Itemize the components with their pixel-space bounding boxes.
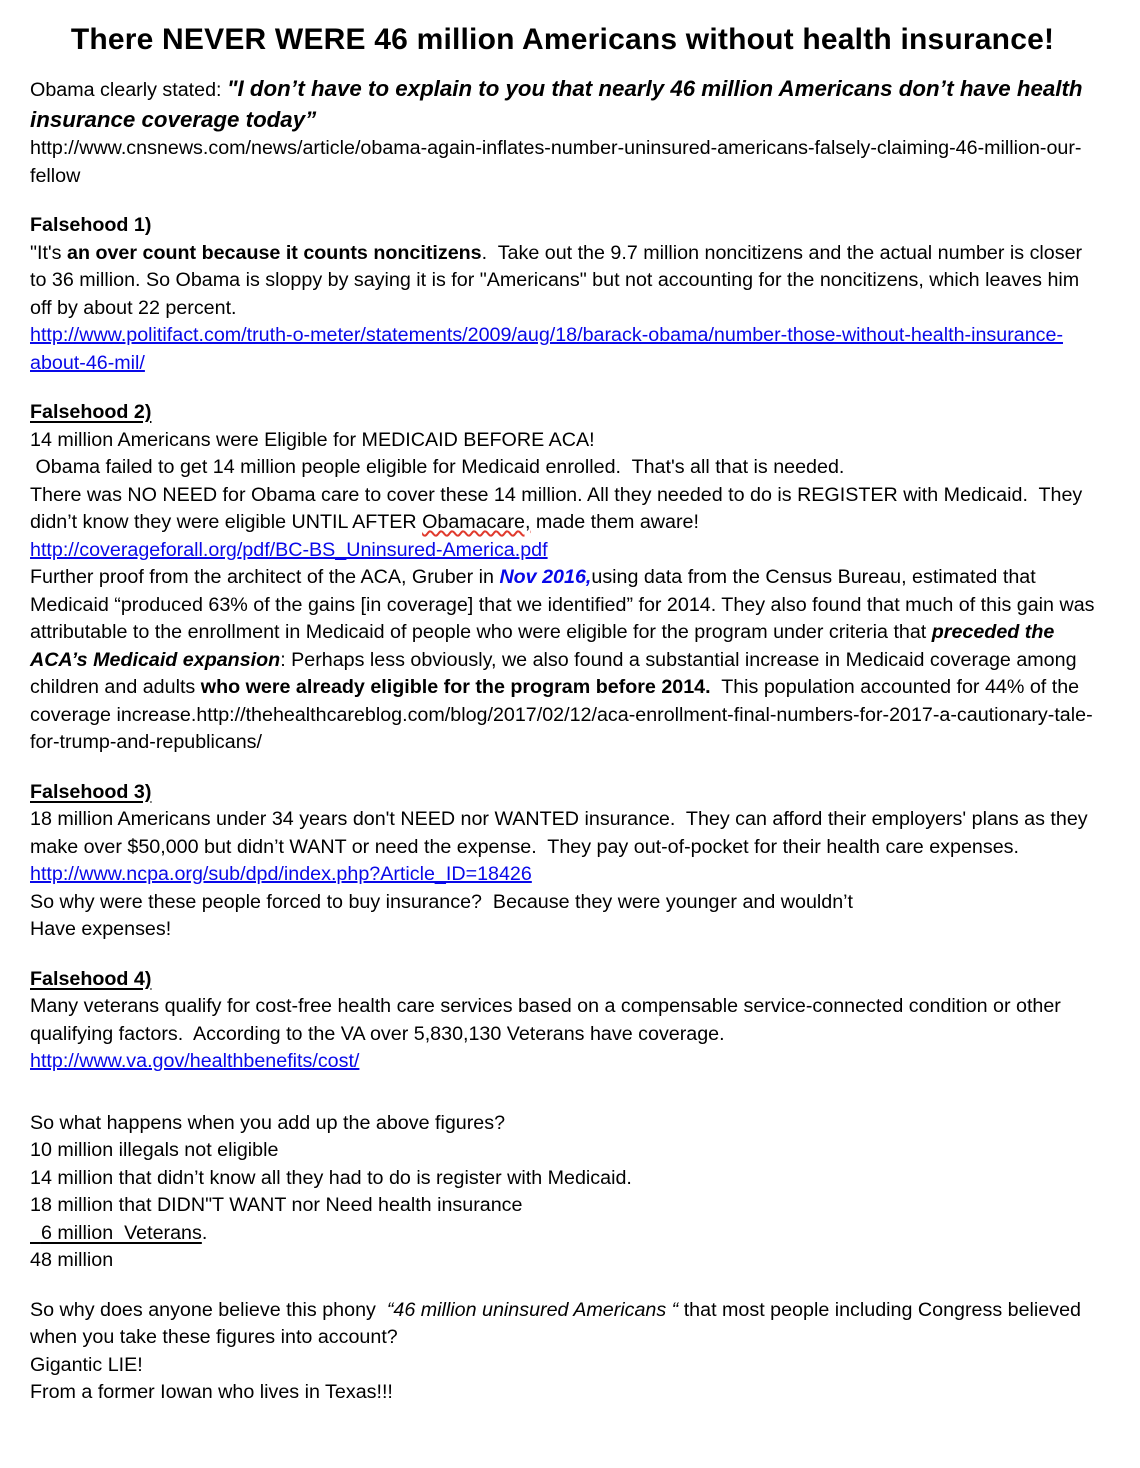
text-run: 14 million that didn’t know all they had to do is register with Medicaid. [30,1166,632,1189]
text-run: 18 million Americans under 34 years don't NEED nor WANTED insurance. They can afford their employers' plans as they make over $50,000 but didn’t WANT or need the expense. They pay out-of-pocket for their health care expenses. [30,808,1094,858]
text-run: From a former Iowan who lives in Texas!!! [30,1381,393,1403]
coverageforall-link-line [30,537,1095,565]
text-run: 10 million illegals not eligible [30,1139,279,1161]
text-run: preceded the ACA’s Medicaid expansion [30,621,1060,671]
sum-total: 48 million [30,1249,114,1271]
addition-summary [30,1110,1095,1275]
text-run: So why were these people forced to buy insurance? Because they were younger and wouldn’t [30,890,854,913]
spacer [30,757,1095,779]
falsehood-2-body [30,427,1095,537]
text-run: Further proof from the architect of the ACA, Gruber in [30,566,500,588]
spacer [30,944,1095,966]
text-run: Gigantic LIE! [30,1353,143,1376]
ncpa-link-line [30,861,1095,889]
text-run: Falsehood 4) [30,967,152,990]
falsehood-4-body [30,993,1095,1048]
text-run: Falsehood 2) [30,401,152,423]
text-run: made them aware! [530,511,699,533]
sum-total-underline: 6 million Veterans [30,1221,202,1244]
text-run: . [201,1221,208,1244]
text-run: an over count because it counts noncitizens [67,241,482,264]
va-link-line [30,1048,1095,1076]
text-run: 14 million Americans were Eligible for MEDICAID BEFORE ACA! [30,428,595,451]
text-run: Many veterans qualify for cost-free health care services based on a compensable service-connected condition or other qualifying factors. According to the VA over 5,830,130 Veterans have coverage. [30,995,1067,1045]
text-run: http://www.cnsnews.com/news/article/obama-again-inflates-number-uninsured-americans-falsely-claiming-46-million-our-fellow [30,137,1082,187]
phony-figure-quote: “46 million uninsured Americans “ [386,1298,679,1321]
nov-2016-emphasis: Nov 2016, [499,566,592,588]
text-run: This population accounted for 44% of the coverage increase.http://thehealthcareblog.com/blog/2017/02/12/aca-enrollment-final-numbers-for-2017-a-cautionary-tale-for-trump-and-republicans/ [30,676,1093,753]
falsehood-3-body [30,806,1095,861]
text-run: So what happens when you add up the above figures? [30,1111,506,1134]
ncpa-link[interactable]: http://www.ncpa.org/sub/dpd/index.php?Article_ID=18426 [30,863,532,885]
gruber-paragraph [30,564,1100,757]
falsehood-4-heading [30,966,1095,994]
text-run: So why does anyone believe this phony [30,1298,387,1321]
text-run: There was NO NEED for Obama care to cover these 14 million. All they needed to do is REGISTER with Medicaid. They didn’t know they were eligible UNTIL AFTER [30,483,1088,533]
politifact-link[interactable]: http://www.politifact.com/truth-o-meter/statements/2009/aug/18/barack-obama/number-those-without-health-insurance-about-46-mil/ [30,324,1063,374]
falsehood-1-heading [30,212,1095,240]
text-run: that most people including Congress believed when you take these figures into account? [30,1298,1087,1348]
text-run: using data from the Census Bureau, estimated that Medicaid “produced 63% of the gains [in coverage] that we identified” for 2014. They also found that much of this gain was attributable to the enrollment in Medicaid of people who were eligible for the program under criteria that [30,566,1100,643]
text-run: Falsehood 3) [30,780,152,803]
text-run: Have expenses! [30,918,172,940]
text-run: Obama clearly stated: [30,79,227,101]
text-run: . Take out the 9.7 million noncitizens and the actual number is closer to 36 million. So Obama is sloppy by saying it is for "Americans" but not accounting for the noncitizens, which leaves him off by about 22 percent. [30,241,1088,319]
text-run: : Perhaps less obviously, we also found a substantial increase in Medicaid coverage among children and adults [30,648,1083,698]
text-run: 18 million that DIDN"T WANT nor Need health insurance [30,1194,523,1216]
falsehood-2-heading [30,399,1095,427]
spacer [30,377,1095,399]
text-run: Obama failed to get 14 million people eligible for Medicaid enrolled. That's all that is needed. [30,456,845,478]
document-body [30,74,1100,1407]
text-run: "It's [30,241,68,264]
document-title: There NEVER WERE 46 million Americans without health insurance! [70,23,1055,56]
forced-to-buy-question [30,889,1095,944]
text-run: Falsehood 1) [30,214,152,236]
politifact-link-line [30,322,1095,377]
intro-statement [30,74,1095,135]
word-obamacare: Obamacare, [422,511,531,533]
spacer [30,1076,1095,1110]
obama-quote: "I don’t have to explain to you that nearly 46 million Americans don’t have health insurance coverage today” [30,76,1089,132]
falsehood-3-heading [30,779,1095,807]
falsehood-1-body [30,240,1095,323]
spacer [30,190,1095,212]
source-url-cnsnews [30,135,1095,190]
conclusion [30,1297,1095,1407]
text-run: who were already eligible for the program before 2014. [200,676,711,698]
spacer [30,1275,1095,1297]
coverageforall-link[interactable]: http://coverageforall.org/pdf/BC-BS_Uninsured-America.pdf [30,538,548,561]
va-link[interactable]: http://www.va.gov/healthbenefits/cost/ [30,1050,360,1072]
